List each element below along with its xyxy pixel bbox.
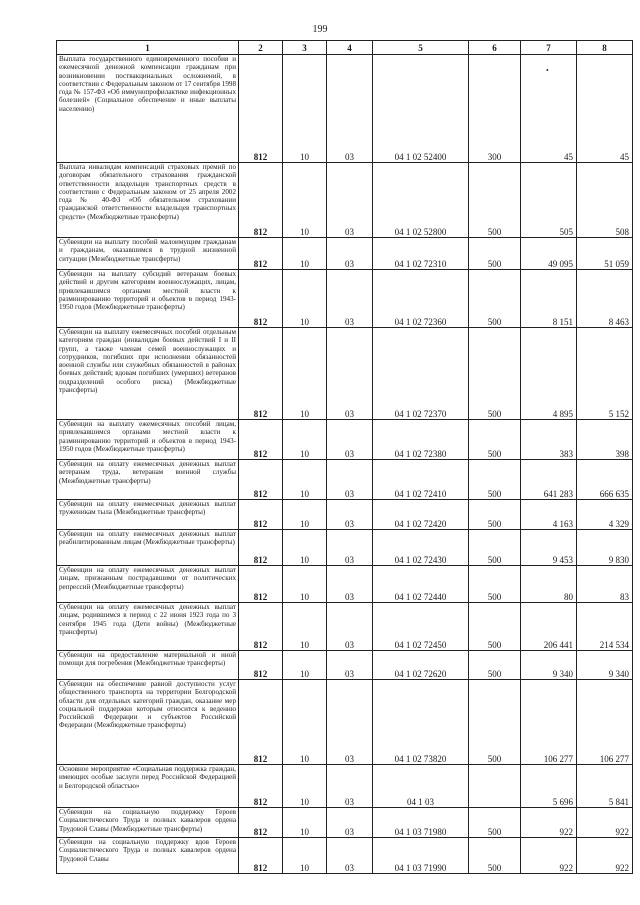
cell-subsection: 03 xyxy=(327,808,373,838)
cell-subsection: 03 xyxy=(327,651,373,680)
cell-expense-type: 300 xyxy=(469,55,521,163)
cell-target-article: 04 1 02 72310 xyxy=(373,238,469,270)
cell-expense-type: 500 xyxy=(469,603,521,651)
table-row xyxy=(57,270,633,328)
cell-ministry-code: 812 xyxy=(239,328,283,420)
cell-amount-year-2: 508 xyxy=(577,163,633,238)
cell-target-article: 04 1 02 72370 xyxy=(373,328,469,420)
cell-subsection: 03 xyxy=(327,420,373,460)
table-row xyxy=(57,651,633,680)
table-row xyxy=(57,328,633,420)
cell-expense-type: 500 xyxy=(469,808,521,838)
table-header-row xyxy=(57,41,633,55)
cell-ministry-code: 812 xyxy=(239,680,283,765)
cell-ministry-code: 812 xyxy=(239,238,283,270)
cell-expense-type: 500 xyxy=(469,500,521,530)
cell-target-article: 04 1 02 72450 xyxy=(373,603,469,651)
cell-amount-year-1: 80 xyxy=(521,566,577,603)
cell-amount-year-2: 5 152 xyxy=(577,328,633,420)
table-body xyxy=(57,55,633,874)
cell-subsection: 03 xyxy=(327,55,373,163)
cell-target-article: 04 1 02 72620 xyxy=(373,651,469,680)
cell-description: Субвенции на оплату ежемесячных денежных выплат труженикам тыла (Межбюджетные трансферты) xyxy=(57,500,239,530)
header-col-4: 4 xyxy=(327,41,373,55)
cell-subsection: 03 xyxy=(327,163,373,238)
cell-description: Субвенции на выплату пособий малоимущим гражданам и гражданам, оказавшимся в трудной жизненной ситуации (Межбюджетные трансферты) xyxy=(57,238,239,270)
cell-subsection: 03 xyxy=(327,765,373,808)
cell-amount-year-1: 922 xyxy=(521,808,577,838)
cell-amount-year-2: 4 329 xyxy=(577,500,633,530)
cell-amount-year-1: 922 xyxy=(521,838,577,874)
cell-description: Субвенции на обеспечение равной доступности услуг общественного транспорта на территории Белгородской области для отдельных категорий граждан, оказание мер социальной поддержки которым относится к ведению Российской Федерации и субъектов Российской Федерации (Межбюджетные трансферты) xyxy=(57,680,239,765)
table-row xyxy=(57,163,633,238)
cell-amount-year-1: 4 163 xyxy=(521,500,577,530)
cell-description: Основное мероприятие «Социальная поддержка граждан, имеющих особые заслуги перед Российской Федерацией и Белгородской областью» xyxy=(57,765,239,808)
cell-target-article: 04 1 02 72440 xyxy=(373,566,469,603)
cell-section: 10 xyxy=(283,651,327,680)
header-col-7: 7 xyxy=(521,41,577,55)
cell-subsection: 03 xyxy=(327,328,373,420)
cell-ministry-code: 812 xyxy=(239,55,283,163)
cell-subsection: 03 xyxy=(327,238,373,270)
table-row xyxy=(57,460,633,500)
cell-amount-year-2: 9 340 xyxy=(577,651,633,680)
header-col-6: 6 xyxy=(469,41,521,55)
cell-subsection: 03 xyxy=(327,680,373,765)
header-col-3: 3 xyxy=(283,41,327,55)
cell-section: 10 xyxy=(283,765,327,808)
cell-description: Субвенции на выплату ежемесячных пособий отдельным категориям граждан (инвалидам боевых действий I и II групп, а также членам семей военнослужащих и сотрудников, погибших при исполнении обязанностей военной службы или служебных обязанностей в районах боевых действий; вдовам погибших (умерших) ветеранов подразделений особого риска) (Межбюджетные трансферты) xyxy=(57,328,239,420)
cell-ministry-code: 812 xyxy=(239,460,283,500)
cell-target-article: 04 1 03 71990 xyxy=(373,838,469,874)
cell-expense-type: 500 xyxy=(469,530,521,566)
table-row xyxy=(57,530,633,566)
cell-amount-year-2: 51 059 xyxy=(577,238,633,270)
cell-amount-year-1: 206 441 xyxy=(521,603,577,651)
table-row xyxy=(57,603,633,651)
cell-amount-year-2: 398 xyxy=(577,420,633,460)
cell-section: 10 xyxy=(283,500,327,530)
cell-section: 10 xyxy=(283,270,327,328)
cell-amount-year-1: 49 095 xyxy=(521,238,577,270)
header-col-5: 5 xyxy=(373,41,469,55)
cell-ministry-code: 812 xyxy=(239,765,283,808)
cell-amount-year-2: 922 xyxy=(577,838,633,874)
cell-section: 10 xyxy=(283,530,327,566)
cell-amount-year-2: 5 841 xyxy=(577,765,633,808)
cell-subsection: 03 xyxy=(327,270,373,328)
cell-amount-year-1: 641 283 xyxy=(521,460,577,500)
table-row xyxy=(57,808,633,838)
cell-amount-year-1: 4 895 xyxy=(521,328,577,420)
cell-ministry-code: 812 xyxy=(239,163,283,238)
table-row xyxy=(57,680,633,765)
cell-ministry-code: 812 xyxy=(239,566,283,603)
table-row xyxy=(57,765,633,808)
cell-expense-type xyxy=(469,765,521,808)
cell-ministry-code: 812 xyxy=(239,420,283,460)
cell-section: 10 xyxy=(283,838,327,874)
cell-target-article: 04 1 02 72360 xyxy=(373,270,469,328)
table-row xyxy=(57,55,633,163)
cell-subsection: 03 xyxy=(327,500,373,530)
cell-ministry-code: 812 xyxy=(239,603,283,651)
cell-expense-type: 500 xyxy=(469,328,521,420)
cell-expense-type: 500 xyxy=(469,460,521,500)
cell-amount-year-1: 383 xyxy=(521,420,577,460)
table-row xyxy=(57,500,633,530)
cell-section: 10 xyxy=(283,680,327,765)
cell-amount-year-2: 106 277 xyxy=(577,680,633,765)
cell-description: Выплата государственного единовременного пособия и ежемесячной денежной компенсации гражданам при возникновении поствакцинальных осложнений, в соответствии с Федеральным законом от 17 сентября 1998 года № 157-ФЗ «Об иммунопрофилактике инфекционных болезней» (Социальное обеспечение и иные выплаты населению) xyxy=(57,55,239,163)
scan-speck: • xyxy=(546,66,549,75)
cell-section: 10 xyxy=(283,566,327,603)
cell-amount-year-1: 505 xyxy=(521,163,577,238)
cell-target-article: 04 1 02 72410 xyxy=(373,460,469,500)
cell-section: 10 xyxy=(283,460,327,500)
cell-subsection: 03 xyxy=(327,460,373,500)
cell-section: 10 xyxy=(283,808,327,838)
cell-ministry-code: 812 xyxy=(239,838,283,874)
cell-target-article: 04 1 02 72380 xyxy=(373,420,469,460)
cell-ministry-code: 812 xyxy=(239,530,283,566)
cell-target-article: 04 1 02 72430 xyxy=(373,530,469,566)
cell-description: Субвенции на предоставление материальной и иной помощи для погребения (Межбюджетные трансферты) xyxy=(57,651,239,680)
cell-amount-year-2: 922 xyxy=(577,808,633,838)
cell-section: 10 xyxy=(283,420,327,460)
cell-subsection: 03 xyxy=(327,838,373,874)
cell-section: 10 xyxy=(283,603,327,651)
cell-amount-year-1: 106 277 xyxy=(521,680,577,765)
budget-table xyxy=(56,40,633,874)
cell-amount-year-1: 45 xyxy=(521,55,577,163)
table-row xyxy=(57,420,633,460)
cell-target-article: 04 1 03 xyxy=(373,765,469,808)
cell-expense-type: 500 xyxy=(469,838,521,874)
cell-ministry-code: 812 xyxy=(239,270,283,328)
cell-expense-type: 500 xyxy=(469,680,521,765)
cell-amount-year-1: 9 453 xyxy=(521,530,577,566)
cell-amount-year-2: 83 xyxy=(577,566,633,603)
table-row xyxy=(57,566,633,603)
cell-subsection: 03 xyxy=(327,603,373,651)
cell-amount-year-2: 666 635 xyxy=(577,460,633,500)
cell-description: Субвенции на выплату субсидий ветеранам боевых действий и другим категориям военнослужащих, лицам, привлекавшимся органами местной власти к разминированию территорий и объектов в период 1943-1950 годов (Межбюджетные трансферты) xyxy=(57,270,239,328)
cell-description: Субвенции на оплату ежемесячных денежных выплат лицам, родившимся в период с 22 июня 1923 года по 3 сентября 1945 года (Дети войны) (Межбюджетные трансферты) xyxy=(57,603,239,651)
cell-description: Субвенции на оплату ежемесячных денежных выплат ветеранам труда, ветеранам военной службы (Межбюджетные трансферты) xyxy=(57,460,239,500)
table-row xyxy=(57,238,633,270)
cell-amount-year-1: 8 151 xyxy=(521,270,577,328)
cell-expense-type: 500 xyxy=(469,238,521,270)
cell-expense-type: 500 xyxy=(469,270,521,328)
cell-target-article: 04 1 02 72420 xyxy=(373,500,469,530)
cell-target-article: 04 1 02 73820 xyxy=(373,680,469,765)
cell-description: Субвенции на оплату ежемесячных денежных выплат лицам, признанным пострадавшими от политических репрессий (Межбюджетные трансферты) xyxy=(57,566,239,603)
cell-target-article: 04 1 02 52800 xyxy=(373,163,469,238)
cell-subsection: 03 xyxy=(327,566,373,603)
cell-section: 10 xyxy=(283,238,327,270)
cell-expense-type: 500 xyxy=(469,420,521,460)
cell-description: Субвенции на социальную поддержку Героев Социалистического Труда и полных кавалеров ордена Трудовой Славы (Межбюджетные трансферты) xyxy=(57,808,239,838)
cell-amount-year-2: 8 463 xyxy=(577,270,633,328)
header-col-2: 2 xyxy=(239,41,283,55)
cell-target-article: 04 1 03 71980 xyxy=(373,808,469,838)
cell-section: 10 xyxy=(283,55,327,163)
cell-subsection: 03 xyxy=(327,530,373,566)
cell-expense-type: 500 xyxy=(469,651,521,680)
header-col-8: 8 xyxy=(577,41,633,55)
cell-description: Субвенции на социальную поддержку вдов Героев Социалистического Труда и полных кавалеров ордена Трудовой Славы xyxy=(57,838,239,874)
cell-section: 10 xyxy=(283,328,327,420)
header-col-1: 1 xyxy=(57,41,239,55)
cell-section: 10 xyxy=(283,163,327,238)
cell-ministry-code: 812 xyxy=(239,651,283,680)
cell-ministry-code: 812 xyxy=(239,808,283,838)
cell-amount-year-1: 9 340 xyxy=(521,651,577,680)
cell-amount-year-2: 214 534 xyxy=(577,603,633,651)
cell-description: Выплата инвалидам компенсаций страховых премий по договорам обязательного страхования гражданской ответственности владельцев транспортных средств в соответствии с Федеральным законом от 25 апреля 2002 года № 40-ФЗ «Об обязательном страховании гражданской ответственности владельцев транспортных средств» (Межбюджетные трансферты) xyxy=(57,163,239,238)
cell-expense-type: 500 xyxy=(469,566,521,603)
cell-description: Субвенции на выплату ежемесячных пособий лицам, привлекавшимся органами местной власти к разминированию территорий и объектов в период 1943-1950 годов (Межбюджетные трансферты) xyxy=(57,420,239,460)
cell-amount-year-2: 9 830 xyxy=(577,530,633,566)
cell-amount-year-1: 5 696 xyxy=(521,765,577,808)
cell-target-article: 04 1 02 52400 xyxy=(373,55,469,163)
table-row xyxy=(57,838,633,874)
page-number: 199 xyxy=(312,24,328,35)
cell-ministry-code: 812 xyxy=(239,500,283,530)
cell-amount-year-2: 45 xyxy=(577,55,633,163)
cell-expense-type: 500 xyxy=(469,163,521,238)
cell-description: Субвенции на оплату ежемесячных денежных выплат реабилитированным лицам (Межбюджетные трансферты) xyxy=(57,530,239,566)
